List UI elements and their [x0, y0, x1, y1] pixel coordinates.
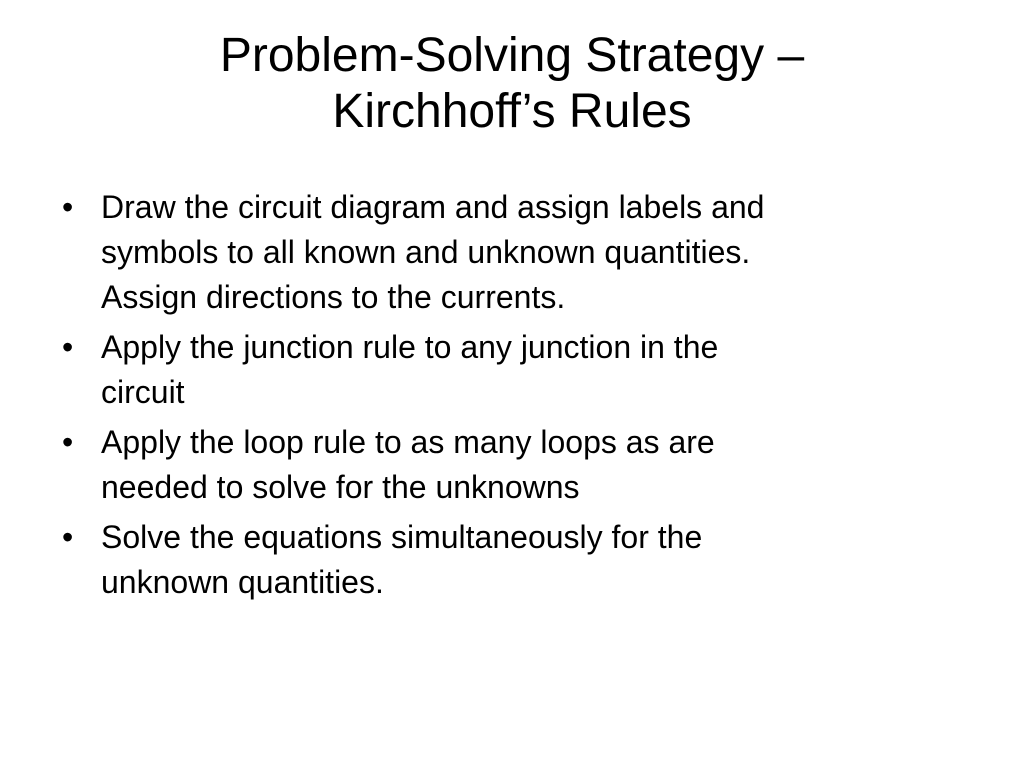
slide-title-line-1: Problem-Solving Strategy – [219, 29, 805, 82]
bullet-text-line: Solve the equations simultaneously for the [101, 519, 703, 555]
bullet-item-solve-equations [56, 515, 956, 605]
bullet-icon: • [62, 329, 74, 365]
bullet-item-draw-circuit [56, 185, 956, 320]
bullet-text-line: Assign directions to the currents. [101, 279, 566, 315]
bullet-icon: • [62, 424, 74, 460]
bullet-text-line: circuit [101, 374, 185, 410]
bullet-text-line: Apply the junction rule to any junction in the [101, 329, 719, 365]
bullet-item-loop-rule [56, 420, 956, 510]
bullet-icon: • [62, 189, 74, 225]
bullet-list [56, 185, 956, 610]
bullet-item-junction-rule [56, 325, 956, 415]
bullet-text-line: Apply the loop rule to as many loops as are [101, 424, 715, 460]
bullet-icon: • [62, 519, 74, 555]
bullet-text-line: Draw the circuit diagram and assign labels and [101, 189, 765, 225]
bullet-text-line: symbols to all known and unknown quantities. [101, 234, 751, 270]
slide-title-line-2: Kirchhoff’s Rules [332, 85, 692, 138]
slide-title [60, 28, 964, 140]
bullet-text-line: unknown quantities. [101, 564, 384, 600]
bullet-text-line: needed to solve for the unknowns [101, 469, 580, 505]
